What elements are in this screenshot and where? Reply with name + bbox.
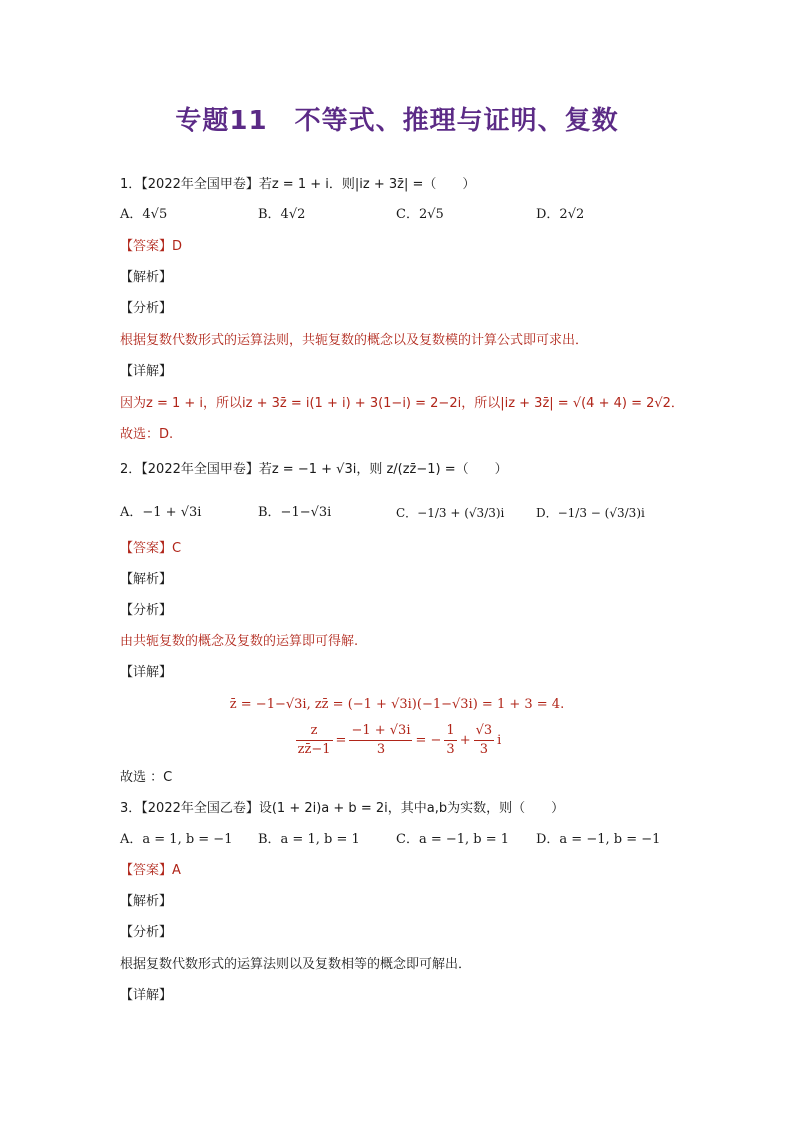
fraction-numerator: −1 + √3i	[349, 722, 412, 741]
q2-choose: 故选 ：C	[120, 770, 173, 785]
fraction-denominator: 3	[446, 742, 455, 757]
q2-option-c: C．−1/3 + (√3/3)i	[396, 506, 505, 520]
fraction-numerator: √3	[474, 722, 495, 741]
q1-option-c: C．2√5	[396, 207, 444, 222]
q2-eq2-r1-fraction	[444, 722, 456, 759]
q3-analysis-text: 根据复数代数形式的运算法则以及复数相等的概念即可解出．	[120, 957, 472, 972]
q1-option-d: D．2√2	[536, 207, 585, 222]
q2-eq2-mid-fraction	[349, 722, 412, 759]
q2-option-d: D．−1/3 − (√3/3)i	[536, 506, 645, 520]
q1-option-a: A．4√5	[120, 207, 168, 222]
q3-stem: 3．【2022年全国乙卷】设(1 + 2i)a + b = 2i，其中a,b为实数，则（ ）	[120, 801, 565, 816]
fraction-denominator: zz̄−1	[297, 742, 331, 757]
q2-answer: 【答案】C	[120, 541, 182, 556]
q2-equation-1: z̄ = −1−√3i, zz̄ = (−1 + √3i)(−1−√3i) = 1 + 3 = 4.	[229, 697, 565, 712]
q3-option-b: B．a = 1, b = 1	[258, 832, 360, 847]
q1-detail-heading: 【详解】	[120, 364, 173, 379]
q1-detail-text: 因为z = 1 + i，所以iz + 3z̄ = i(1 + i) + 3(1−i) = 2−2i，所以|iz + 3z̄| = √(4 + 4) = 2√2．	[120, 396, 684, 411]
q2-eq2-r2-fraction	[474, 722, 495, 759]
q2-option-b: B．−1−√3i	[258, 505, 332, 520]
q2-option-a: A．−1 + √3i	[120, 505, 202, 520]
q2-equation-2: $\frac{z}{zz̄-1}$ = $\frac{-1 + √3i}{3}$ = − $\frac{1}{3}$ + $\frac{√3}{3}$ i	[297, 723, 502, 757]
fraction-numerator: z	[296, 722, 333, 741]
q3-jiexi-heading: 【解析】	[120, 894, 173, 909]
q3-answer: 【答案】A	[120, 863, 181, 878]
q2-analysis-text: 由共轭复数的概念及复数的运算即可得解.	[120, 634, 359, 649]
q3-fenxi-heading: 【分析】	[120, 925, 173, 940]
q1-analysis-text: 根据复数代数形式的运算法则，共轭复数的概念以及复数模的计算公式即可求出．	[120, 333, 589, 348]
q1-stem: 1．【2022年全国甲卷】若z = 1 + i．则|iz + 3z̄| =（ ）	[120, 177, 476, 192]
fraction-denominator: 3	[376, 742, 386, 757]
fraction-numerator: 1	[444, 722, 456, 741]
q2-eq2-lhs-fraction	[296, 722, 333, 759]
q2-detail-heading: 【详解】	[120, 665, 173, 680]
q3-option-c: C．a = −1, b = 1	[396, 832, 510, 847]
q3-option-d: D．a = −1, b = −1	[536, 832, 661, 847]
q1-jiexi-heading: 【解析】	[120, 270, 173, 285]
q1-fenxi-heading: 【分析】	[120, 301, 173, 316]
fraction-denominator: 3	[479, 742, 489, 757]
q1-choose: 故选：D.	[120, 427, 174, 442]
q2-jiexi-heading: 【解析】	[120, 572, 173, 587]
q3-option-a: A．a = 1, b = −1	[120, 832, 233, 847]
q2-fenxi-heading: 【分析】	[120, 603, 173, 618]
q3-detail-heading: 【详解】	[120, 988, 173, 1003]
q1-answer: 【答案】D	[120, 239, 183, 254]
q1-option-b: B．4√2	[258, 207, 306, 222]
page-title: 专题11 不等式、推理与证明、复数	[175, 106, 619, 136]
q2-stem: 2．【2022年全国甲卷】若z = −1 + √3i，则 z/(zz̄−1) =（ ）	[120, 462, 508, 477]
